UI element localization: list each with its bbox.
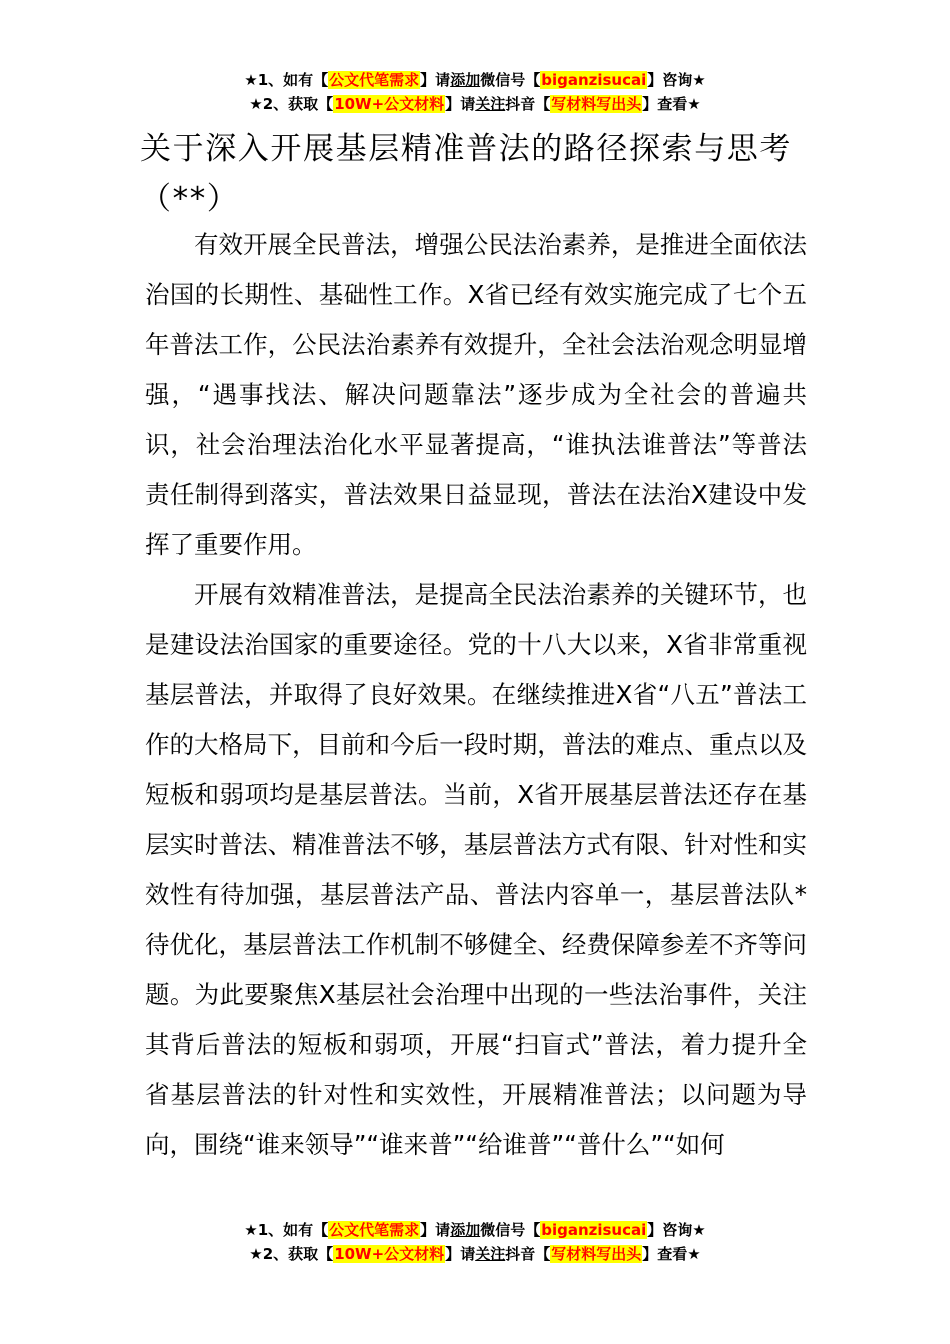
banner-highlight: biganzisucai (541, 1221, 647, 1239)
banner-highlight: 公文代笔需求 (329, 71, 420, 89)
banner-line-1 (0, 68, 950, 92)
paragraph: 有效开展全民普法，增强公民法治素养，是推进全面依法治国的长期性、基础性工作。X省已经有效实施完成了七个五年普法工作，公民法治素养有效提升，全社会法治观念明显增强，“遇事找法、解决问题靠法”逐步成为全社会的普遍共识，社会治理法治化水平显著提高，“谁执法谁普法”等普法责任制得到落实，普法效果日益显现，普法在法治X建设中发挥了重要作用。 (145, 230, 807, 559)
banner-highlight: 写材料写出头 (551, 1245, 642, 1263)
banner-text: 】请 (420, 71, 451, 89)
banner-text: ★2、获取【 (249, 95, 334, 113)
banner-text: ★1、如有【 (244, 1221, 329, 1239)
banner-highlight: 公文代笔需求 (329, 1221, 420, 1239)
banner-text: 抖音【 (505, 95, 551, 113)
banner-text: 】咨询★ (647, 1221, 706, 1239)
paragraph: 开展有效精准普法，是提高全民法治素养的关键环节，也是建设法治国家的重要途径。党的十八大以来，X省非常重视基层普法，并取得了良好效果。在继续推进X省“八五”普法工作的大格局下，目前和今后一段时期，普法的难点、重点以及短板和弱项均是基层普法。当前，X省开展基层普法还存在基层实时普法、精准普法不够，基层普法方式有限、针对性和实效性有待加强，基层普法产品、普法内容单一，基层普法队*待优化，基层普法工作机制不够健全、经费保障参差不齐等问题。为此要聚焦X基层社会治理中出现的一些法治事件，关注其背后普法的短板和弱项，开展“扫盲式”普法，着力提升全省基层普法的针对性和实效性，开展精准普法；以问题为导向，围绕“谁来领导”“谁来普”“给谁普”“普什么”“如何 (145, 580, 807, 1159)
document-title (140, 124, 820, 224)
banner-text: 】请 (445, 1245, 476, 1263)
banner-line-2 (0, 92, 950, 116)
banner-text: 】查看★ (642, 1245, 701, 1263)
banner-text: 】请 (445, 95, 476, 113)
banner-underline: 添加 (450, 71, 481, 89)
bottom-banner (0, 1218, 950, 1266)
document-body (145, 220, 807, 1170)
banner-line-1 (0, 1218, 950, 1242)
banner-text: ★2、获取【 (249, 1245, 334, 1263)
banner-text: 】咨询★ (647, 71, 706, 89)
banner-text: 抖音【 (505, 1245, 551, 1263)
top-banner (0, 68, 950, 116)
banner-underline: 关注 (475, 95, 506, 113)
banner-text: 微信号【 (480, 1221, 541, 1239)
document-title-main: 关于深入开展基层精准普法的路径探索与思考 (140, 131, 792, 167)
banner-highlight: 10W+公文材料 (334, 95, 445, 113)
banner-highlight: 写材料写出头 (551, 95, 642, 113)
banner-text: 微信号【 (480, 71, 541, 89)
banner-text: 】查看★ (642, 95, 701, 113)
banner-highlight: biganzisucai (541, 71, 647, 89)
document-title-sub: （**） (140, 181, 240, 217)
banner-line-2 (0, 1242, 950, 1266)
banner-text: ★1、如有【 (244, 71, 329, 89)
banner-text: 】请 (420, 1221, 451, 1239)
banner-highlight: 10W+公文材料 (334, 1245, 445, 1263)
banner-underline: 关注 (475, 1245, 506, 1263)
banner-underline: 添加 (450, 1221, 481, 1239)
